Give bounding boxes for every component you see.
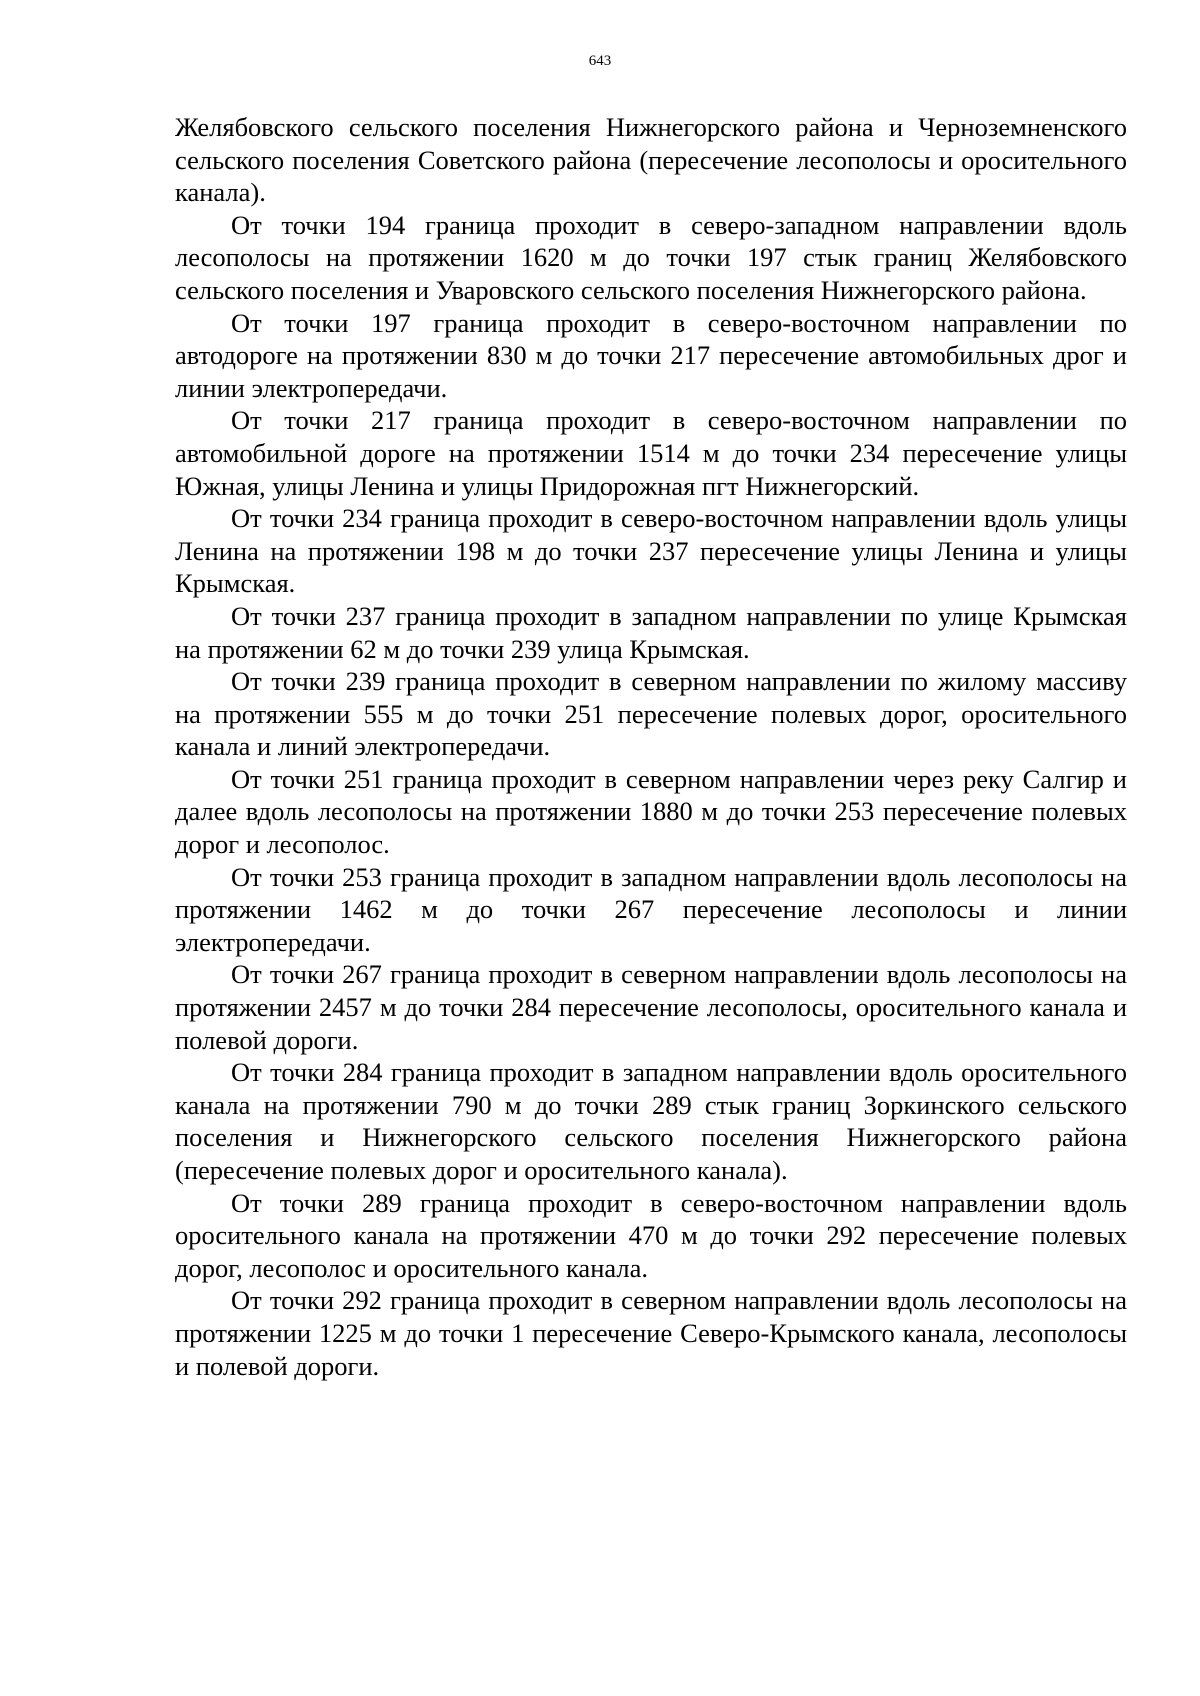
page-number: 643 xyxy=(588,53,612,69)
paragraph-point-253: От точки 253 граница проходит в западном направлении вдоль лесополосы на протяжении 1462 м до точки 267 пересечение лесополосы и линии электропередачи. xyxy=(175,861,1127,957)
paragraph-point-194: От точки 194 граница проходит в северо-западном направлении вдоль лесополосы на протяжении 1620 м до точки 197 стык границ Желябовского сельского поселения и Уваровского сельского поселения Нижнегорского района. xyxy=(175,209,1127,305)
paragraph-point-234: От точки 234 граница проходит в северо-восточном направлении вдоль улицы Ленина на протяжении 198 м до точки 237 пересечение улицы Ленина и улицы Крымская. xyxy=(175,503,1127,599)
paragraph-point-267: От точки 267 граница проходит в северном направлении вдоль лесополосы на протяжении 2457 м до точки 284 пересечение лесополосы, оросительного канала и полевой дороги. xyxy=(175,959,1127,1055)
paragraph-point-239: От точки 239 граница проходит в северном направлении по жилому массиву на протяжении 555 м до точки 251 пересечение полевых дорог, оросительного канала и линий электропередачи. xyxy=(175,666,1127,762)
paragraph-point-237: От точки 237 граница проходит в западном направлении по улице Крымская на протяжении 62 м до точки 239 улица Крымская. xyxy=(175,600,1127,664)
paragraph-point-197: От точки 197 граница проходит в северо-восточном направлении по автодороге на протяжении 830 м до точки 217 пересечение автомобильных дрог и линии электропередачи. xyxy=(175,307,1127,403)
paragraph-point-284: От точки 284 граница проходит в западном направлении вдоль оросительного канала на протяжении 790 м до точки 289 стык границ Зоркинского сельского поселения и Нижнегорского сельского поселения Нижнегорского района (пересечение полевых дорог и оросительного канала). xyxy=(175,1057,1127,1185)
paragraph-point-251: От точки 251 граница проходит в северном направлении через реку Салгир и далее вдоль лесополосы на протяжении 1880 м до точки 253 пересечение полевых дорог и лесополос. xyxy=(175,763,1127,860)
paragraph-point-289: От точки 289 граница проходит в северо-восточном направлении вдоль оросительного канала на протяжении 470 м до точки 292 пересечение полевых дорог, лесополос и оросительного канала. xyxy=(175,1187,1127,1283)
paragraph-point-217: От точки 217 граница проходит в северо-восточном направлении по автомобильной дороге на протяжении 1514 м до точки 234 пересечение улицы Южная, улицы Ленина и улицы Придорожная пгт Нижнегорский. xyxy=(175,405,1127,501)
document-body xyxy=(175,111,1127,1382)
paragraph-continuation: Желябовского сельского поселения Нижнегорского района и Черноземненского сельского поселения Советского района (пересечение лесополосы и оросительного канала). xyxy=(175,112,1127,208)
paragraph-point-292: От точки 292 граница проходит в северном направлении вдоль лесополосы на протяжении 1225 м до точки 1 пересечение Северо-Крымского канала, лесополосы и полевой дороги. xyxy=(175,1285,1127,1381)
